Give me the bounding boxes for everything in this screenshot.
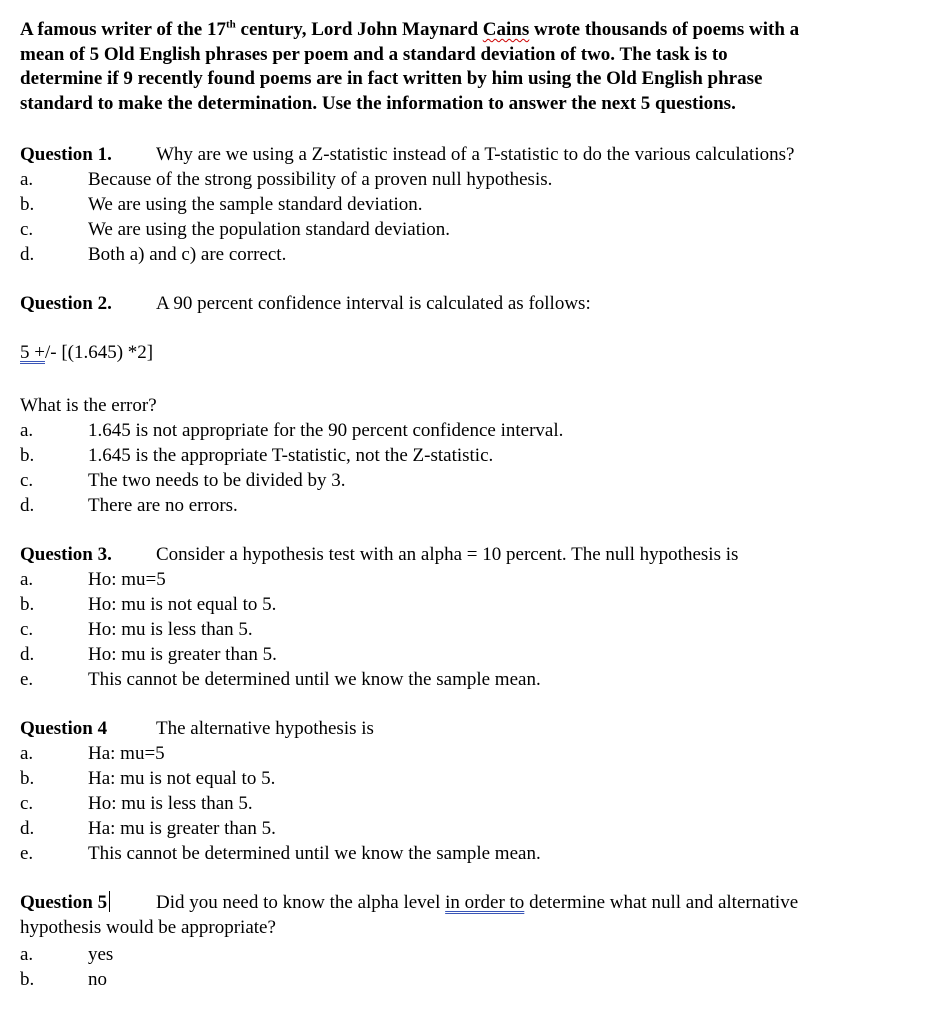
option-letter: e.	[20, 669, 34, 690]
option-text: This cannot be determined until we know the sample mean.	[88, 843, 541, 864]
formula-underlined-part: 5 +	[20, 342, 45, 363]
question-2	[20, 291, 917, 518]
option-letter: d.	[20, 644, 35, 665]
option-item	[20, 967, 917, 992]
option-letter: b.	[20, 594, 35, 615]
option-item	[20, 741, 917, 766]
option-item	[20, 192, 917, 217]
intro-line-4: standard to make the determination. Use the information to answer the next 5 questions.	[20, 92, 736, 114]
option-text: This cannot be determined until we know the sample mean.	[88, 669, 541, 690]
option-letter: c.	[20, 619, 34, 640]
formula-rest: /- [(1.645) *2]	[44, 342, 154, 363]
option-letter: a.	[20, 169, 34, 190]
option-text: We are using the population standard deviation.	[88, 219, 451, 240]
option-text: Ho: mu=5	[88, 569, 166, 590]
option-text: yes	[88, 944, 114, 965]
question-3-label: Question 3.	[20, 544, 112, 565]
option-letter: a.	[20, 420, 34, 441]
option-item	[20, 468, 917, 493]
question-3	[20, 542, 917, 692]
question-4-label: Question 4	[20, 718, 108, 739]
superscript-th: th	[225, 18, 236, 31]
question-1	[20, 142, 917, 267]
option-item	[20, 841, 917, 866]
option-text: 1.645 is the appropriate T-statistic, not the Z-statistic.	[88, 445, 494, 466]
error-question: What is the error?	[20, 395, 157, 416]
option-letter: a.	[20, 569, 34, 590]
option-item	[20, 167, 917, 192]
option-text: Ha: mu=5	[88, 743, 165, 764]
option-text: Both a) and c) are correct.	[88, 244, 287, 265]
option-text: We are using the sample standard deviation.	[88, 194, 423, 215]
option-text: The two needs to be divided by 3.	[88, 470, 346, 491]
question-5	[20, 890, 917, 992]
option-item	[20, 617, 917, 642]
question-1-header	[20, 142, 917, 167]
option-letter: b.	[20, 768, 35, 789]
option-text: There are no errors.	[88, 495, 238, 516]
question-4-header	[20, 716, 917, 741]
option-item	[20, 942, 917, 967]
intro-paragraph	[20, 18, 917, 116]
option-item	[20, 418, 917, 443]
question-3-text: Consider a hypothesis test with an alpha = 10 percent. The null hypothesis is	[156, 544, 739, 565]
option-item	[20, 443, 917, 468]
question-2-label: Question 2.	[20, 293, 112, 314]
option-item	[20, 493, 917, 518]
question-5-header	[20, 890, 917, 940]
question-3-header	[20, 542, 917, 567]
option-letter: c.	[20, 470, 34, 491]
option-item	[20, 816, 917, 841]
option-letter: d.	[20, 818, 35, 839]
option-text: 1.645 is not appropriate for the 90 percent confidence interval.	[88, 420, 564, 441]
question-4-text: The alternative hypothesis is	[156, 718, 374, 739]
question-5-text-b: determine what null and alternative	[524, 892, 799, 913]
option-letter: e.	[20, 843, 34, 864]
option-item	[20, 791, 917, 816]
option-item	[20, 217, 917, 242]
intro-line-1: A famous writer of the 17th century, Lord John Maynard Cains wrote thousands of poems with a	[20, 18, 800, 40]
question-2-text: A 90 percent confidence interval is calculated as follows:	[156, 293, 591, 314]
question-4	[20, 716, 917, 866]
option-text: Ho: mu is not equal to 5.	[88, 594, 277, 615]
option-item	[20, 766, 917, 791]
question-5-text-a: Did you need to know the alpha level	[156, 892, 446, 913]
option-item	[20, 642, 917, 667]
intro-line-2: mean of 5 Old English phrases per poem and a standard deviation of two. The task is to	[20, 43, 728, 65]
option-text: Ho: mu is less than 5.	[88, 619, 253, 640]
intro-line-3: determine if 9 recently found poems are in fact written by him using the Old English phrase	[20, 68, 763, 89]
option-text: Ha: mu is not equal to 5.	[88, 768, 276, 789]
option-text: Because of the strong possibility of a proven null hypothesis.	[88, 169, 553, 190]
option-letter: c.	[20, 219, 34, 240]
option-item	[20, 592, 917, 617]
option-letter: a.	[20, 743, 34, 764]
option-letter: d.	[20, 495, 35, 516]
spellcheck-word: Cains	[482, 19, 530, 40]
option-text: no	[88, 969, 107, 990]
option-item	[20, 242, 917, 267]
option-letter: d.	[20, 244, 35, 265]
option-letter: b.	[20, 194, 35, 215]
option-item	[20, 567, 917, 592]
confidence-interval-formula	[20, 340, 917, 365]
option-letter: a.	[20, 944, 34, 965]
option-text: Ho: mu is less than 5.	[88, 793, 253, 814]
option-letter: c.	[20, 793, 34, 814]
option-letter: b.	[20, 969, 35, 990]
grammar-underlined-phrase: in order to	[445, 892, 525, 913]
option-item	[20, 667, 917, 692]
question-1-text: Why are we using a Z-statistic instead of a T-statistic to do the various calculations?	[156, 144, 795, 165]
option-text: Ho: mu is greater than 5.	[88, 644, 277, 665]
text-cursor	[109, 891, 110, 912]
question-2-header	[20, 291, 917, 316]
option-letter: b.	[20, 445, 35, 466]
question-5-text-line-2: hypothesis would be appropriate?	[20, 917, 276, 938]
option-text: Ha: mu is greater than 5.	[88, 818, 276, 839]
question-1-label: Question 1.	[20, 144, 112, 165]
question-5-label: Question 5	[20, 890, 156, 915]
